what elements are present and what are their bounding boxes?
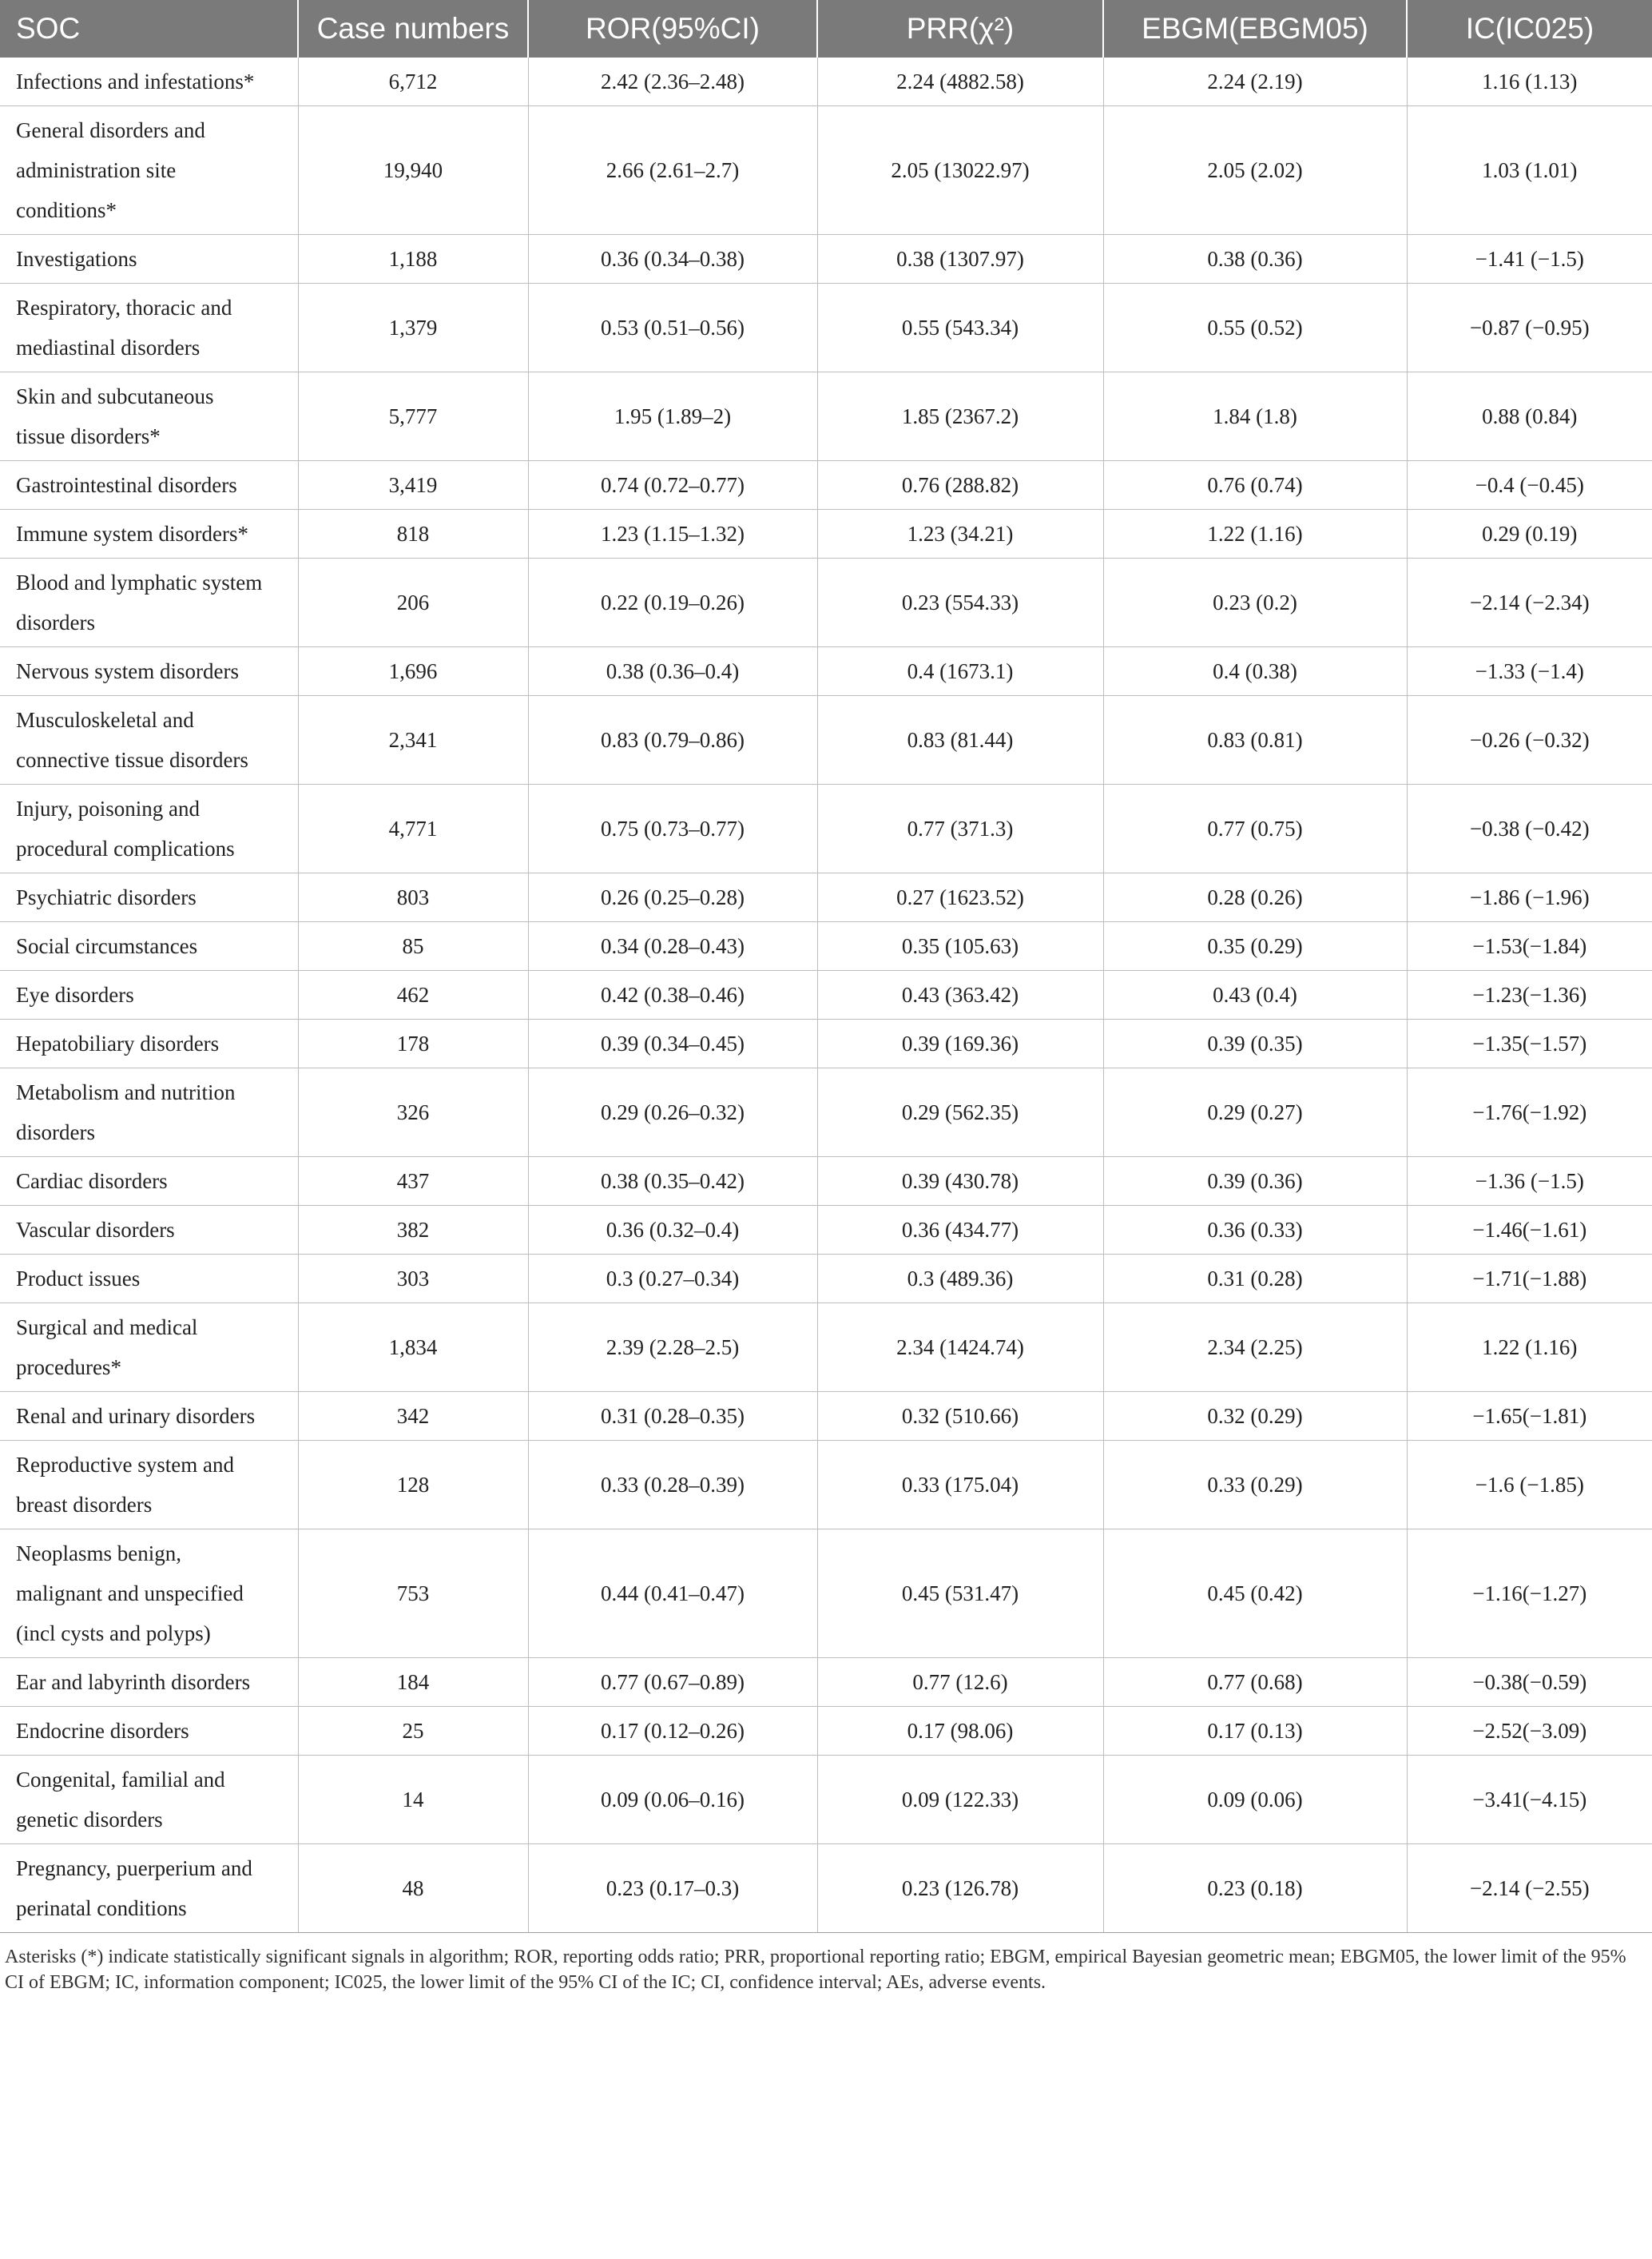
cell-prr: 2.34 (1424.74) [817,1303,1103,1392]
cell-ebgm: 0.76 (0.74) [1103,461,1407,510]
cell-ic: −0.87 (−0.95) [1407,284,1652,372]
table-row [0,372,1652,461]
cell-soc: Blood and lymphatic system disorders [0,559,298,647]
cell-soc: Psychiatric disorders [0,873,298,922]
cell-ebgm: 0.55 (0.52) [1103,284,1407,372]
cell-case-numbers: 1,379 [298,284,528,372]
cell-prr: 0.39 (430.78) [817,1157,1103,1206]
table-row [0,1707,1652,1756]
cell-ebgm: 1.22 (1.16) [1103,510,1407,559]
cell-case-numbers: 803 [298,873,528,922]
cell-ebgm: 0.28 (0.26) [1103,873,1407,922]
cell-ic: −1.53(−1.84) [1407,922,1652,971]
cell-prr: 0.3 (489.36) [817,1255,1103,1303]
cell-prr: 1.85 (2367.2) [817,372,1103,461]
cell-case-numbers: 2,341 [298,696,528,785]
cell-prr: 0.77 (12.6) [817,1658,1103,1707]
cell-ic: −1.23(−1.36) [1407,971,1652,1020]
cell-ror: 0.34 (0.28–0.43) [528,922,817,971]
cell-ror: 0.36 (0.34–0.38) [528,235,817,284]
cell-ic: −2.14 (−2.34) [1407,559,1652,647]
table-row [0,1392,1652,1441]
table-row [0,873,1652,922]
cell-ror: 2.39 (2.28–2.5) [528,1303,817,1392]
cell-case-numbers: 19,940 [298,106,528,235]
table-row [0,1068,1652,1157]
cell-ror: 0.74 (0.72–0.77) [528,461,817,510]
cell-ebgm: 0.77 (0.75) [1103,785,1407,873]
cell-soc: Surgical and medical procedures* [0,1303,298,1392]
cell-prr: 1.23 (34.21) [817,510,1103,559]
cell-ic: −1.6 (−1.85) [1407,1441,1652,1529]
cell-case-numbers: 5,777 [298,372,528,461]
cell-ror: 0.09 (0.06–0.16) [528,1756,817,1844]
cell-ebgm: 0.39 (0.36) [1103,1157,1407,1206]
cell-ror: 0.38 (0.36–0.4) [528,647,817,696]
cell-ebgm: 0.32 (0.29) [1103,1392,1407,1441]
cell-case-numbers: 6,712 [298,58,528,106]
cell-case-numbers: 184 [298,1658,528,1707]
cell-prr: 0.09 (122.33) [817,1756,1103,1844]
cell-ebgm: 2.24 (2.19) [1103,58,1407,106]
cell-ebgm: 0.77 (0.68) [1103,1658,1407,1707]
cell-case-numbers: 753 [298,1529,528,1658]
cell-ic: −1.33 (−1.4) [1407,647,1652,696]
cell-ror: 0.26 (0.25–0.28) [528,873,817,922]
cell-ror: 0.29 (0.26–0.32) [528,1068,817,1157]
cell-ror: 0.42 (0.38–0.46) [528,971,817,1020]
cell-ror: 0.3 (0.27–0.34) [528,1255,817,1303]
cell-soc: Skin and subcutaneous tissue disorders* [0,372,298,461]
cell-prr: 0.39 (169.36) [817,1020,1103,1068]
cell-ebgm: 0.33 (0.29) [1103,1441,1407,1529]
cell-case-numbers: 48 [298,1844,528,1933]
cell-case-numbers: 1,834 [298,1303,528,1392]
cell-ebgm: 0.29 (0.27) [1103,1068,1407,1157]
header-prr: PRR(χ²) [817,0,1103,58]
cell-ic: −1.86 (−1.96) [1407,873,1652,922]
cell-case-numbers: 818 [298,510,528,559]
table-row [0,106,1652,235]
cell-ror: 0.75 (0.73–0.77) [528,785,817,873]
cell-prr: 0.35 (105.63) [817,922,1103,971]
cell-ebgm: 0.35 (0.29) [1103,922,1407,971]
cell-ror: 1.23 (1.15–1.32) [528,510,817,559]
cell-ebgm: 1.84 (1.8) [1103,372,1407,461]
table-row [0,1303,1652,1392]
cell-case-numbers: 206 [298,559,528,647]
table-row [0,785,1652,873]
table-row [0,58,1652,106]
table-row [0,922,1652,971]
cell-soc: Congenital, familial and genetic disorders [0,1756,298,1844]
cell-prr: 0.36 (434.77) [817,1206,1103,1255]
table-row [0,1157,1652,1206]
cell-ebgm: 0.4 (0.38) [1103,647,1407,696]
cell-ror: 0.22 (0.19–0.26) [528,559,817,647]
cell-prr: 0.29 (562.35) [817,1068,1103,1157]
cell-ic: −2.14 (−2.55) [1407,1844,1652,1933]
cell-prr: 0.23 (126.78) [817,1844,1103,1933]
cell-ebgm: 2.05 (2.02) [1103,106,1407,235]
cell-soc: Investigations [0,235,298,284]
header-ic: IC(IC025) [1407,0,1652,58]
cell-ror: 0.44 (0.41–0.47) [528,1529,817,1658]
cell-case-numbers: 303 [298,1255,528,1303]
cell-prr: 0.33 (175.04) [817,1441,1103,1529]
cell-ic: −1.46(−1.61) [1407,1206,1652,1255]
cell-prr: 0.77 (371.3) [817,785,1103,873]
cell-ebgm: 0.17 (0.13) [1103,1707,1407,1756]
cell-soc: Ear and labyrinth disorders [0,1658,298,1707]
cell-ror: 0.53 (0.51–0.56) [528,284,817,372]
cell-ic: −1.71(−1.88) [1407,1255,1652,1303]
cell-soc: Endocrine disorders [0,1707,298,1756]
table-body [0,58,1652,1933]
cell-case-numbers: 25 [298,1707,528,1756]
cell-case-numbers: 382 [298,1206,528,1255]
cell-ebgm: 2.34 (2.25) [1103,1303,1407,1392]
cell-ror: 2.42 (2.36–2.48) [528,58,817,106]
cell-prr: 0.38 (1307.97) [817,235,1103,284]
table-row [0,235,1652,284]
cell-case-numbers: 1,696 [298,647,528,696]
cell-soc: Neoplasms benign, malignant and unspecified (incl cysts and polyps) [0,1529,298,1658]
header-case-numbers: Case numbers [298,0,528,58]
cell-ror: 0.31 (0.28–0.35) [528,1392,817,1441]
header-soc: SOC [0,0,298,58]
cell-prr: 0.76 (288.82) [817,461,1103,510]
cell-case-numbers: 85 [298,922,528,971]
cell-ic: −1.41 (−1.5) [1407,235,1652,284]
header-ror: ROR(95%CI) [528,0,817,58]
cell-case-numbers: 1,188 [298,235,528,284]
cell-ic: −1.36 (−1.5) [1407,1157,1652,1206]
cell-ror: 0.17 (0.12–0.26) [528,1707,817,1756]
cell-ic: −1.76(−1.92) [1407,1068,1652,1157]
cell-soc: General disorders and administration site conditions* [0,106,298,235]
table-row [0,971,1652,1020]
table-row [0,1844,1652,1933]
header-ebgm: EBGM(EBGM05) [1103,0,1407,58]
cell-soc: Eye disorders [0,971,298,1020]
cell-soc: Metabolism and nutrition disorders [0,1068,298,1157]
cell-prr: 0.17 (98.06) [817,1707,1103,1756]
cell-ic: −1.35(−1.57) [1407,1020,1652,1068]
cell-ebgm: 0.23 (0.2) [1103,559,1407,647]
cell-case-numbers: 128 [298,1441,528,1529]
table-row [0,1658,1652,1707]
cell-prr: 2.24 (4882.58) [817,58,1103,106]
cell-prr: 0.45 (531.47) [817,1529,1103,1658]
cell-ic: 0.29 (0.19) [1407,510,1652,559]
cell-ic: −0.26 (−0.32) [1407,696,1652,785]
cell-ebgm: 0.83 (0.81) [1103,696,1407,785]
cell-ic: 0.88 (0.84) [1407,372,1652,461]
table-header [0,0,1652,58]
cell-ic: 1.22 (1.16) [1407,1303,1652,1392]
cell-ror: 0.77 (0.67–0.89) [528,1658,817,1707]
cell-ebgm: 0.23 (0.18) [1103,1844,1407,1933]
cell-ic: 1.16 (1.13) [1407,58,1652,106]
cell-case-numbers: 3,419 [298,461,528,510]
header-row [0,0,1652,58]
table-row [0,510,1652,559]
cell-prr: 0.32 (510.66) [817,1392,1103,1441]
cell-ebgm: 0.09 (0.06) [1103,1756,1407,1844]
cell-prr: 0.27 (1623.52) [817,873,1103,922]
cell-prr: 0.23 (554.33) [817,559,1103,647]
cell-case-numbers: 4,771 [298,785,528,873]
table-row [0,1756,1652,1844]
cell-soc: Injury, poisoning and procedural complications [0,785,298,873]
cell-prr: 0.55 (543.34) [817,284,1103,372]
cell-ebgm: 0.38 (0.36) [1103,235,1407,284]
cell-soc: Infections and infestations* [0,58,298,106]
cell-ror: 0.38 (0.35–0.42) [528,1157,817,1206]
cell-soc: Hepatobiliary disorders [0,1020,298,1068]
cell-prr: 0.4 (1673.1) [817,647,1103,696]
cell-ic: −0.38 (−0.42) [1407,785,1652,873]
cell-ebgm: 0.45 (0.42) [1103,1529,1407,1658]
cell-soc: Cardiac disorders [0,1157,298,1206]
cell-ic: −0.4 (−0.45) [1407,461,1652,510]
cell-soc: Immune system disorders* [0,510,298,559]
cell-ic: −1.16(−1.27) [1407,1529,1652,1658]
table-row [0,461,1652,510]
cell-case-numbers: 326 [298,1068,528,1157]
cell-soc: Reproductive system and breast disorders [0,1441,298,1529]
table-row [0,284,1652,372]
cell-ror: 0.23 (0.17–0.3) [528,1844,817,1933]
table-row [0,1529,1652,1658]
cell-case-numbers: 14 [298,1756,528,1844]
cell-ic: −1.65(−1.81) [1407,1392,1652,1441]
cell-ror: 0.39 (0.34–0.45) [528,1020,817,1068]
cell-soc: Musculoskeletal and connective tissue disorders [0,696,298,785]
table-row [0,1020,1652,1068]
cell-ebgm: 0.31 (0.28) [1103,1255,1407,1303]
cell-ic: −2.52(−3.09) [1407,1707,1652,1756]
cell-ebgm: 0.36 (0.33) [1103,1206,1407,1255]
cell-ic: −0.38(−0.59) [1407,1658,1652,1707]
cell-case-numbers: 437 [298,1157,528,1206]
cell-case-numbers: 462 [298,971,528,1020]
cell-ebgm: 0.39 (0.35) [1103,1020,1407,1068]
cell-ror: 0.36 (0.32–0.4) [528,1206,817,1255]
table-footnote: Asterisks (*) indicate statistically significant signals in algorithm; ROR, reporting odds ratio; PRR, proportional reporting ratio; EBGM, empirical Bayesian geometric mean; EBGM05, the lower limit of the 95% CI of EBGM; IC, information component; IC025, the lower limit of the 95% CI of the IC; CI, confidence interval; AEs, adverse events. [5,1947,1626,1993]
cell-ror: 0.33 (0.28–0.39) [528,1441,817,1529]
table-row [0,647,1652,696]
cell-soc: Renal and urinary disorders [0,1392,298,1441]
cell-soc: Social circumstances [0,922,298,971]
cell-ror: 1.95 (1.89–2) [528,372,817,461]
cell-ror: 2.66 (2.61–2.7) [528,106,817,235]
table-row [0,696,1652,785]
cell-soc: Vascular disorders [0,1206,298,1255]
cell-soc: Nervous system disorders [0,647,298,696]
cell-ror: 0.83 (0.79–0.86) [528,696,817,785]
table-row [0,1255,1652,1303]
cell-prr: 0.83 (81.44) [817,696,1103,785]
cell-soc: Gastrointestinal disorders [0,461,298,510]
cell-prr: 2.05 (13022.97) [817,106,1103,235]
cell-ebgm: 0.43 (0.4) [1103,971,1407,1020]
cell-case-numbers: 178 [298,1020,528,1068]
table-row [0,559,1652,647]
table-row [0,1206,1652,1255]
table-row [0,1441,1652,1529]
cell-ic: −3.41(−4.15) [1407,1756,1652,1844]
cell-ic: 1.03 (1.01) [1407,106,1652,235]
cell-soc: Pregnancy, puerperium and perinatal conditions [0,1844,298,1933]
cell-prr: 0.43 (363.42) [817,971,1103,1020]
cell-soc: Product issues [0,1255,298,1303]
cell-soc: Respiratory, thoracic and mediastinal disorders [0,284,298,372]
cell-case-numbers: 342 [298,1392,528,1441]
